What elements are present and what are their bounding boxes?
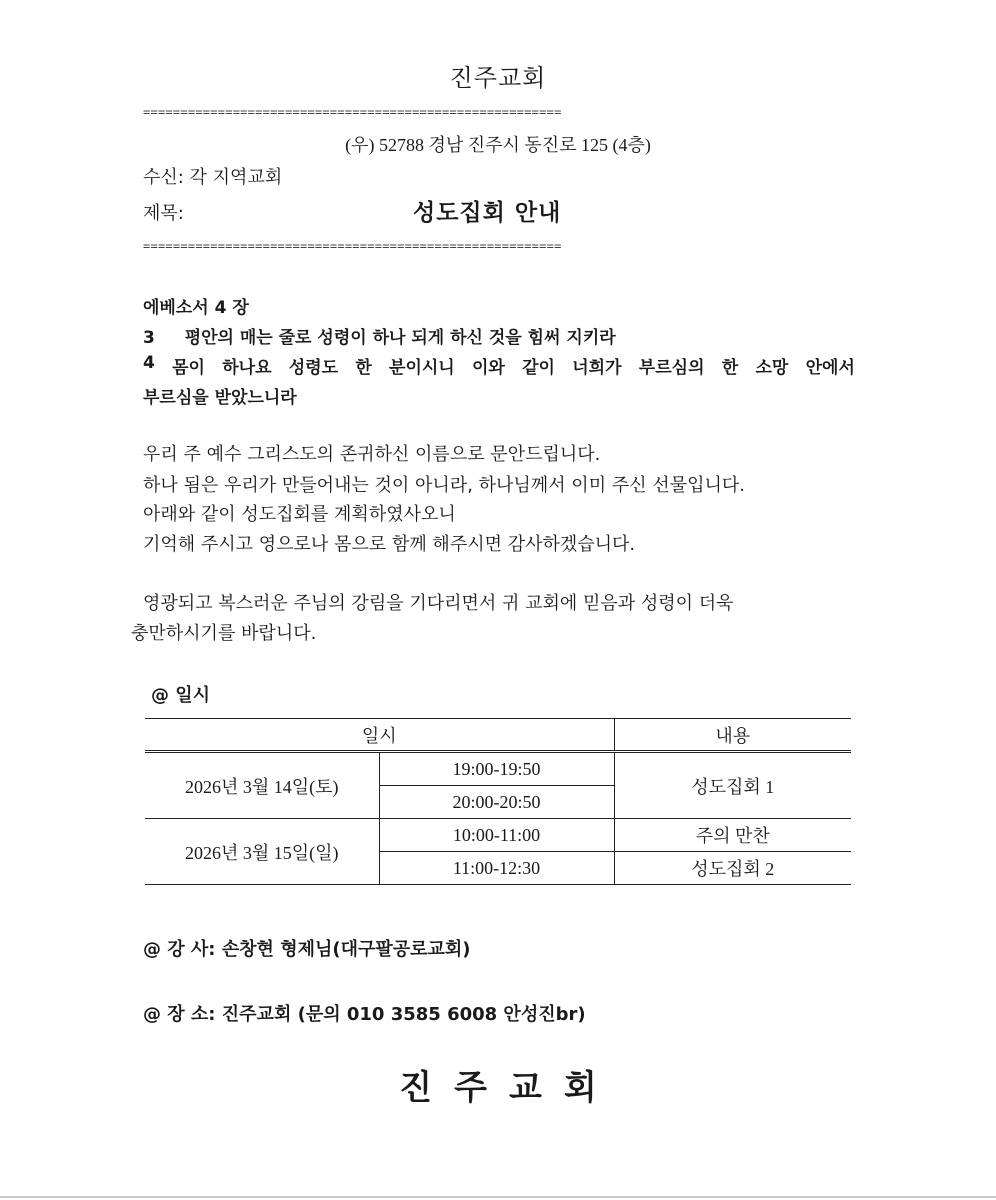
scripture-verse-3 <box>143 323 855 348</box>
verse-word: 이와 <box>472 358 505 378</box>
place-line: @ 장 소: 진주교회 (문의 010 3585 6008 안성진br) <box>143 1004 586 1025</box>
verse-word: 분이시니 <box>389 358 455 378</box>
verse-word: 성령도 <box>288 358 339 378</box>
content-cell: 주의 만찬 <box>614 819 851 852</box>
schedule-heading: @ 일시 <box>151 685 211 706</box>
time-cell: 11:00-12:30 <box>379 852 614 885</box>
divider-bottom: ======================================================== <box>143 240 562 252</box>
verse-word: 하나요 <box>222 358 272 378</box>
verse-number: 3 <box>143 328 155 348</box>
recipient-line: 수신: 각 지역교회 <box>143 167 283 188</box>
body-line: 기억해 주시고 영으로나 몸으로 함께 해주시면 감사하겠습니다. <box>143 534 636 555</box>
page-bottom-edge <box>0 1196 996 1198</box>
time-cell: 20:00-20:50 <box>379 786 614 819</box>
table-row <box>145 752 851 786</box>
verse-word: 안에서 <box>805 358 855 378</box>
scripture-verse-4-line-2: 부르심을 받았느니라 <box>143 388 297 408</box>
date-cell: 2026년 3월 15일(일) <box>145 819 379 885</box>
body-line: 아래와 같이 성도집회를 계획하였사오니 <box>143 504 456 525</box>
verse-word: 같이 <box>522 358 555 378</box>
scripture-verse-4-line-1 <box>143 353 855 378</box>
verse-word: 한 <box>355 358 372 378</box>
schedule-table <box>145 718 851 885</box>
verse-word: 한 <box>721 358 739 378</box>
time-cell: 19:00-19:50 <box>379 752 614 786</box>
verse-word: 소망 <box>755 358 789 378</box>
verse-text: 평안의 매는 줄로 성령이 하나 되게 하신 것을 힘써 지키라 <box>184 328 616 348</box>
divider-top: ======================================================== <box>143 106 562 118</box>
closing-line: 충만하시기를 바랍니다. <box>131 623 317 644</box>
footer-signature: 진주교회 <box>399 1068 619 1108</box>
date-cell: 2026년 3월 14일(토) <box>184 776 339 797</box>
table-header-row <box>145 719 851 752</box>
scripture-reference: 에베소서 4 장 <box>143 298 249 318</box>
content-cell: 성도집회 1 <box>614 752 851 819</box>
verse-number: 4 <box>143 353 155 373</box>
verse-word: 부르심의 <box>638 358 705 378</box>
column-header-date: 일시 <box>145 719 614 752</box>
column-header-content: 내용 <box>614 719 851 752</box>
body-line: 우리 주 예수 그리스도의 존귀하신 이름으로 문안드립니다. <box>143 444 601 465</box>
speaker-line: @ 강 사: 손창현 형제님(대구팔공로교회) <box>143 939 471 960</box>
content-cell: 성도집회 2 <box>614 852 851 885</box>
church-title: 진주교회 <box>449 64 547 92</box>
body-line: 하나 됨은 우리가 만들어내는 것이 아니라, 하나님께서 이미 주신 선물입니다. <box>143 475 745 496</box>
subject-title: 성도집회 안내 <box>413 200 562 226</box>
closing-line: 영광되고 복스러운 주님의 강림을 기다리면서 귀 교회에 믿음과 성령이 더욱 <box>143 593 734 614</box>
table-row <box>145 819 851 852</box>
verse-word: 너희가 <box>572 358 622 378</box>
verse-word: 몸이 <box>172 358 205 378</box>
time-cell: 10:00-11:00 <box>379 819 614 852</box>
address-line: (우) 52788 경남 진주시 동진로 125 (4층) <box>345 135 651 155</box>
subject-label: 제목: <box>143 203 184 224</box>
